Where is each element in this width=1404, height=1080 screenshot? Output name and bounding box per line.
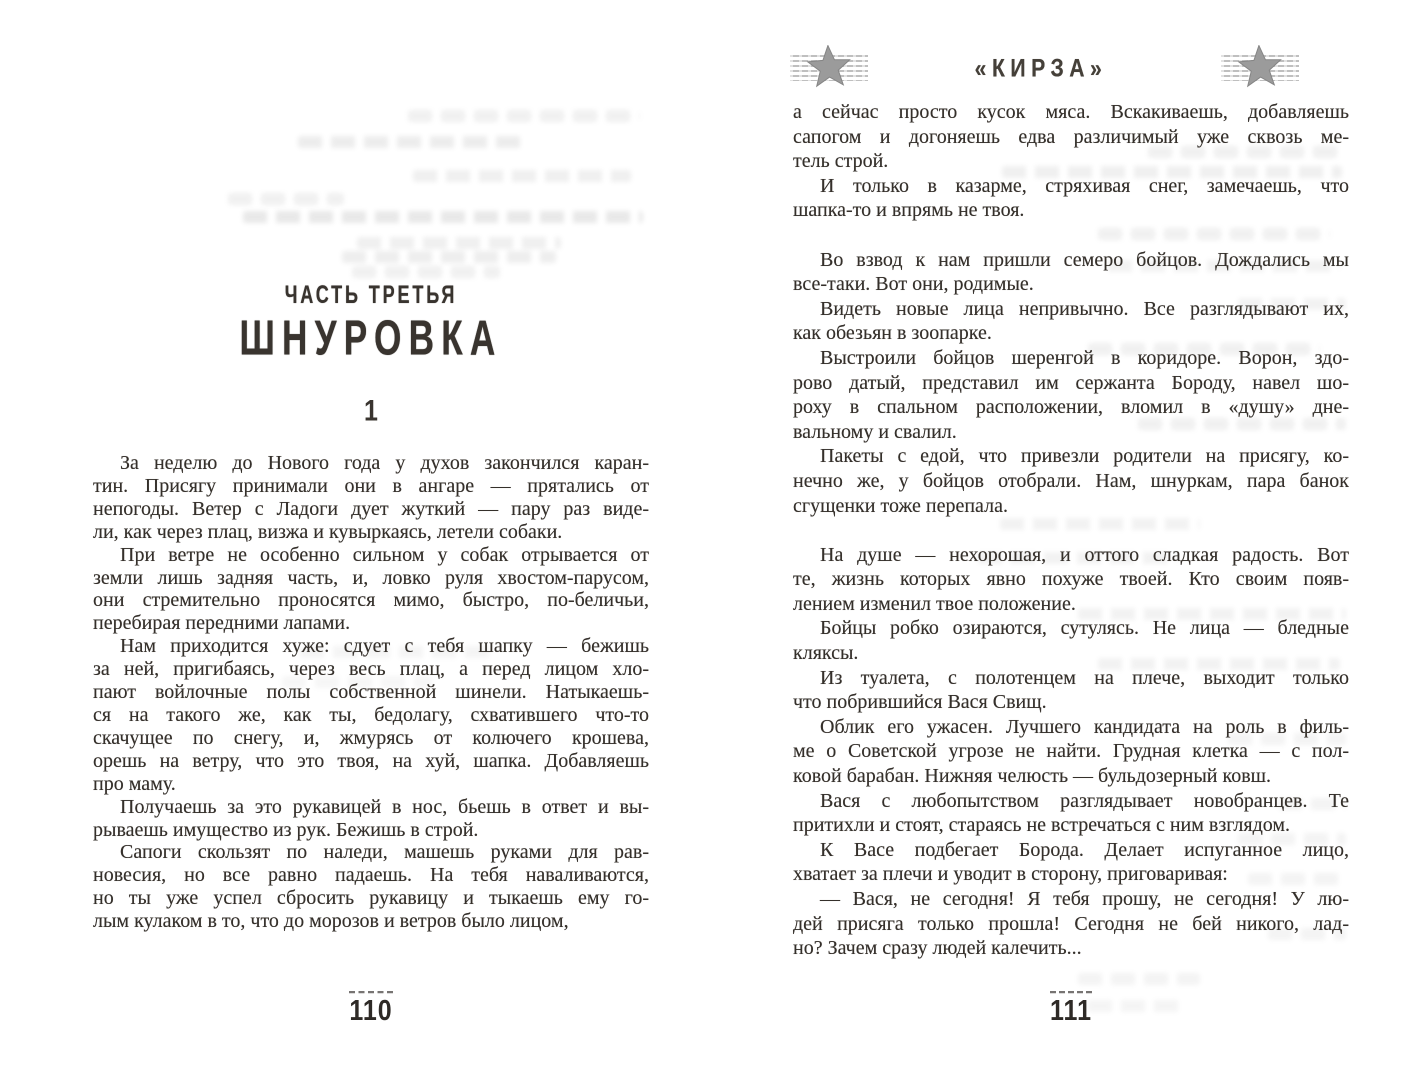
text-line: К Васе подбегает Борода. Делает испуганное лицо, <box>820 838 1349 861</box>
text-line: За неделю до Нового года у духов закончился каран- <box>120 452 649 474</box>
text-line: те, жизнь которых явно похуже твоей. Кто своим появ- <box>793 568 1349 591</box>
text-line: Пакеты с едой, что привезли родители на присягу, ко- <box>820 445 1349 468</box>
body-text-left <box>93 452 649 933</box>
paragraph <box>793 666 1349 715</box>
text-line: Получаешь за это рукавицей в нос, бьешь в ответ и вы- <box>120 795 649 818</box>
text-line: перебирая передними лапами. <box>93 612 351 635</box>
text-line: На душе — нехорошая, и оттого сладкая радость. Вот <box>820 543 1349 566</box>
paragraph <box>793 174 1349 223</box>
text-line: Бойцы робко озираются, сутулясь. Не лица — бледные <box>820 617 1349 640</box>
page-number-right <box>793 991 1349 1028</box>
text-line: — Вася, не сегодня! Я тебя прошу, не сегодня! У лю- <box>820 888 1349 910</box>
text-line: а сейчас просто кусок мяса. Вскакиваешь, добавляешь <box>793 101 1349 123</box>
text-line: лым кулаком в то, что до морозов и ветров было лицом, <box>93 910 569 933</box>
text-line: дей присяга только прошла! Сегодня не бей никого, лад- <box>793 912 1349 935</box>
text-line: Во взвод к нам пришли семеро бойцов. Дождались мы <box>820 248 1349 271</box>
running-header-title: «КИРЗА» <box>974 54 1108 83</box>
paragraph <box>793 100 1349 174</box>
text-line: но ты уже успел сбросить рукавицу и тыкаешь ему го- <box>93 887 649 910</box>
page-number-left <box>93 991 649 1028</box>
text-line: ся на такого же, как ты, бедолагу, схватившего что-то <box>93 703 649 726</box>
text-line: орешь на ветру, что это твоя, на хуй, шапка. Добавляешь <box>93 749 649 772</box>
text-line: сгущенки тоже перепала. <box>793 494 1008 517</box>
text-line: как обезьян в зоопарке. <box>793 322 992 345</box>
body-text-right <box>793 100 1349 961</box>
paragraph <box>793 444 1349 518</box>
paragraph <box>793 248 1349 297</box>
paragraph <box>93 635 649 795</box>
star-icon <box>1237 44 1283 88</box>
paragraph <box>793 838 1349 887</box>
text-line: хватает за плечи и уводит в сторону, приговаривая: <box>793 863 1228 886</box>
text-line: Вася с любопытством разглядывает новобранцев. Те <box>820 789 1349 812</box>
text-line: ли, как через плац, визжа и кувыркаясь, летели собаки. <box>93 520 563 543</box>
text-line: рово датый, представил им сержанта Бороду, навел шо- <box>793 371 1349 394</box>
paragraph <box>93 796 649 842</box>
text-line: тель строй. <box>793 150 889 173</box>
text-line: При ветре не особенно сильном у собак отрывается от <box>120 543 649 566</box>
text-line: вальному и свалил. <box>793 420 957 443</box>
paragraph <box>793 616 1349 665</box>
paragraph <box>793 297 1349 346</box>
text-line: Из туалета, с полотенцем на плече, выходит только <box>820 666 1349 689</box>
paragraph <box>793 346 1349 444</box>
paragraph <box>93 452 649 544</box>
text-line: рываешь имущество из рук. Бежишь в строй. <box>93 818 479 841</box>
text-line: Нам приходится хуже: сдует с тебя шапку — бежишь <box>120 635 649 658</box>
text-line: шапка-то и впрямь не твоя. <box>793 199 1025 222</box>
text-line: за ней, пригибаясь, через весь плац, а перед лицом хло- <box>93 658 649 681</box>
text-line: сапогом и догоняешь едва различимый уже сквозь ме- <box>793 125 1349 148</box>
text-line: И только в казарме, стряхивая снег, замечаешь, что <box>820 174 1349 197</box>
text-line: роху в спальном расположении, вломил в «душу» дне- <box>793 396 1349 419</box>
text-line: ковой барабан. Нижняя челюсть — бульдозерный ковш. <box>793 765 1272 788</box>
text-line: про маму. <box>93 772 176 795</box>
text-line: непогоды. Ветер с Ладоги дует жуткий — пару раз виде- <box>93 497 649 520</box>
text-line: земли лишь задняя часть, и, ловко руля хвостом-парусом, <box>93 566 649 589</box>
running-header <box>793 46 1349 88</box>
paragraph <box>93 544 649 636</box>
text-line: притихли и стоят, стараясь не встречаться с ним взглядом. <box>793 814 1291 837</box>
paragraph <box>793 887 1349 961</box>
text-line: они стремительно проносятся мимо, быстро, по-беличьи, <box>93 589 649 612</box>
part-label: ЧАСТЬ ТРЕТЬЯ <box>284 282 458 310</box>
text-line: лением изменил твое положение. <box>793 592 1076 615</box>
text-line: Выстроили бойцов шеренгой в коридоре. Ворон, здо- <box>820 346 1349 369</box>
text-line: Сапоги скользят по наледи, машешь руками для рав- <box>120 841 649 864</box>
text-line: но? Зачем сразу людей калечить... <box>793 937 1082 960</box>
page-number-value: 110 <box>349 991 392 1028</box>
paragraph <box>793 789 1349 838</box>
paragraph <box>793 543 1349 617</box>
page-number-value: 111 <box>1050 991 1092 1028</box>
paragraph <box>793 715 1349 789</box>
text-line: пают войлочные полы собственной шинели. Натыкаешь- <box>93 681 649 704</box>
part-title: ШНУРОВКА <box>239 311 503 366</box>
text-line: нечно же, у бойцов отобрали. Нам, шнуркам, пара банок <box>793 469 1349 492</box>
page-right <box>793 0 1349 1080</box>
text-line: новесия, но все равно падаешь. На тебя наваливаются, <box>93 864 649 887</box>
text-line: Облик его ужасен. Лучшего кандидата на роль в филь- <box>820 715 1349 738</box>
paragraph <box>93 841 649 933</box>
text-line: ме о Советской угрозе не найти. Грудная клетка — с пол- <box>793 740 1349 763</box>
page-left <box>93 0 649 1080</box>
chapter-number: 1 <box>364 394 378 428</box>
star-band-right <box>1221 55 1299 81</box>
text-line: кляксы. <box>793 642 859 665</box>
text-line: скачущее по снегу, и, жмурясь от колючего крошева, <box>93 726 649 749</box>
text-line: тин. Присягу принимали они в ангаре — прятались от <box>93 474 649 497</box>
text-line: что побрившийся Вася Свищ. <box>793 691 1047 714</box>
text-line: все-таки. Вот они, родимые. <box>793 273 1034 296</box>
text-line: Видеть новые лица непривычно. Все разглядывают их, <box>820 297 1349 320</box>
